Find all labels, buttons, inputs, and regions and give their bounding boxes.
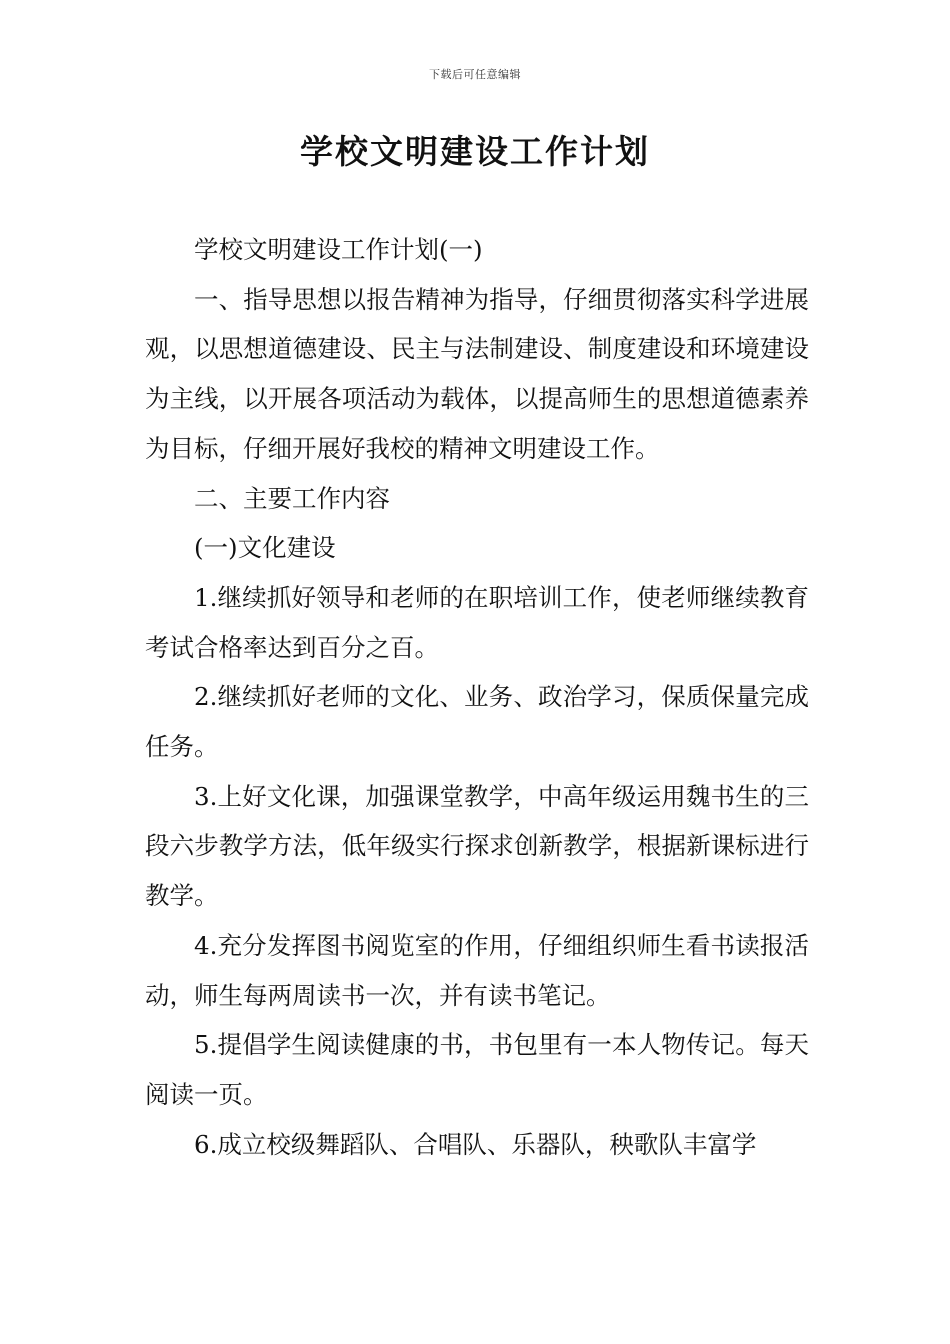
- list-item: 1.继续抓好领导和老师的在职培训工作，使老师继续教育考试合格率达到百分之百。: [145, 582, 809, 662]
- document-title: 学校文明建设工作计划: [300, 132, 650, 171]
- section-heading: 学校文明建设工作计划(一): [194, 235, 483, 264]
- list-item: 4.充分发挥图书阅览室的作用，仔细组织师生看书读报活动，师生每两周读书一次，并有读书笔记。: [145, 930, 809, 1010]
- paragraph-guiding-thought: 一、指导思想以报告精神为指导，仔细贯彻落实科学进展观，以思想道德建设、民主与法制建设、制度建设和环境建设为主线，以开展各项活动为载体，以提高师生的思想道德素养为目标，仔细开展好我校的精神文明建设工作。: [145, 284, 809, 463]
- section-heading: 二、主要工作内容: [194, 483, 390, 513]
- document-body: [145, 225, 809, 1169]
- list-item: 6.成立校级舞蹈队、合唱队、乐器队，秧歌队丰富学: [194, 1129, 757, 1159]
- list-item: 2.继续抓好老师的文化、业务、政治学习，保质保量完成任务。: [145, 682, 809, 762]
- page-header-note: 下载后可任意编辑: [429, 68, 521, 81]
- list-item: 3.上好文化课，加强课堂教学，中高年级运用魏书生的三段六步教学方法，低年级实行探求创新教学，根据新课标进行教学。: [145, 781, 809, 911]
- subsection-heading: (一)文化建设: [194, 533, 336, 563]
- list-item: 5.提倡学生阅读健康的书，书包里有一本人物传记。每天阅读一页。: [145, 1030, 809, 1109]
